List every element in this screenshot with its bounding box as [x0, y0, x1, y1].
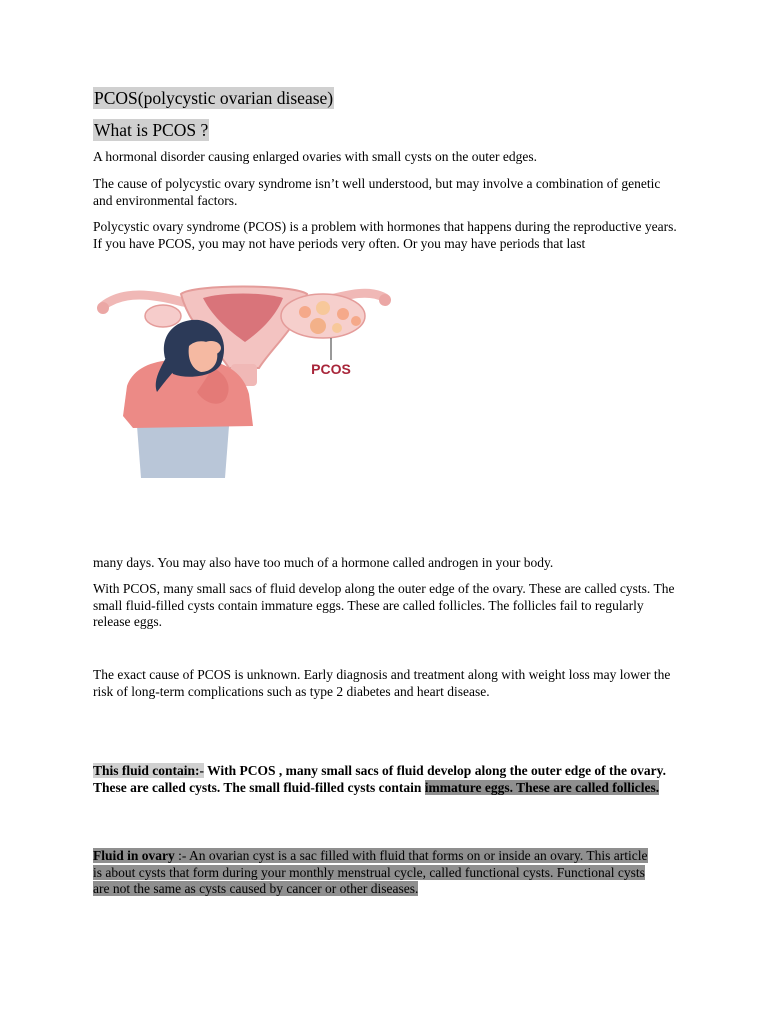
paragraph-hormones: Polycystic ovary syndrome (PCOS) is a problem with hormones that happens during the reproductive years. If you have PCOS, you may not have periods very often. Or you may have periods that last	[93, 219, 677, 251]
paragraph-cause: The cause of polycystic ovary syndrome isn’t well understood, but may involve a combination of genetic and environmental factors.	[93, 176, 661, 208]
paragraph-cysts: With PCOS, many small sacs of fluid develop along the outer edge of the ovary. These are called cysts. The small fluid-filled cysts contain immature eggs. These are called follicles. The follicles fail to regularly release eggs.	[93, 581, 675, 629]
fluid-in-ovary-label: Fluid in ovary	[93, 848, 175, 863]
pcos-label: PCOS	[311, 361, 351, 377]
fluid-in-ovary-section	[93, 848, 653, 898]
uterus-woman-image	[93, 276, 393, 478]
fluid-in-ovary-text: :- An ovarian cyst is a sac filled with fluid that forms on or inside an ovary. This article is about cysts that form during your monthly menstrual cycle, called functional cysts. Functional cysts are not the same as cysts caused by cancer or other diseases.	[93, 848, 648, 896]
fluid-contain-highlight: immature eggs. These are called follicles.	[424, 779, 660, 795]
fluid-contain-label: This fluid contain:-	[93, 763, 205, 778]
document-title: PCOS(polycystic ovarian disease)	[94, 88, 334, 108]
section-heading: What is PCOS ?	[94, 120, 209, 140]
fluid-contain-text: With PCOS , many small sacs of fluid develop along the outer edge of the ovary. These are called cysts. The small fluid-filled cysts contain	[93, 763, 667, 795]
pcos-illustration	[93, 276, 393, 478]
fluid-contain-section	[93, 763, 683, 796]
paragraph-definition: A hormonal disorder causing enlarged ovaries with small cysts on the outer edges.	[93, 149, 538, 164]
paragraph-unknown-cause: The exact cause of PCOS is unknown. Early diagnosis and treatment along with weight loss may lower the risk of long-term complications such as type 2 diabetes and heart disease.	[93, 667, 671, 699]
paragraph-androgen: many days. You may also have too much of a hormone called androgen in your body.	[93, 555, 554, 570]
